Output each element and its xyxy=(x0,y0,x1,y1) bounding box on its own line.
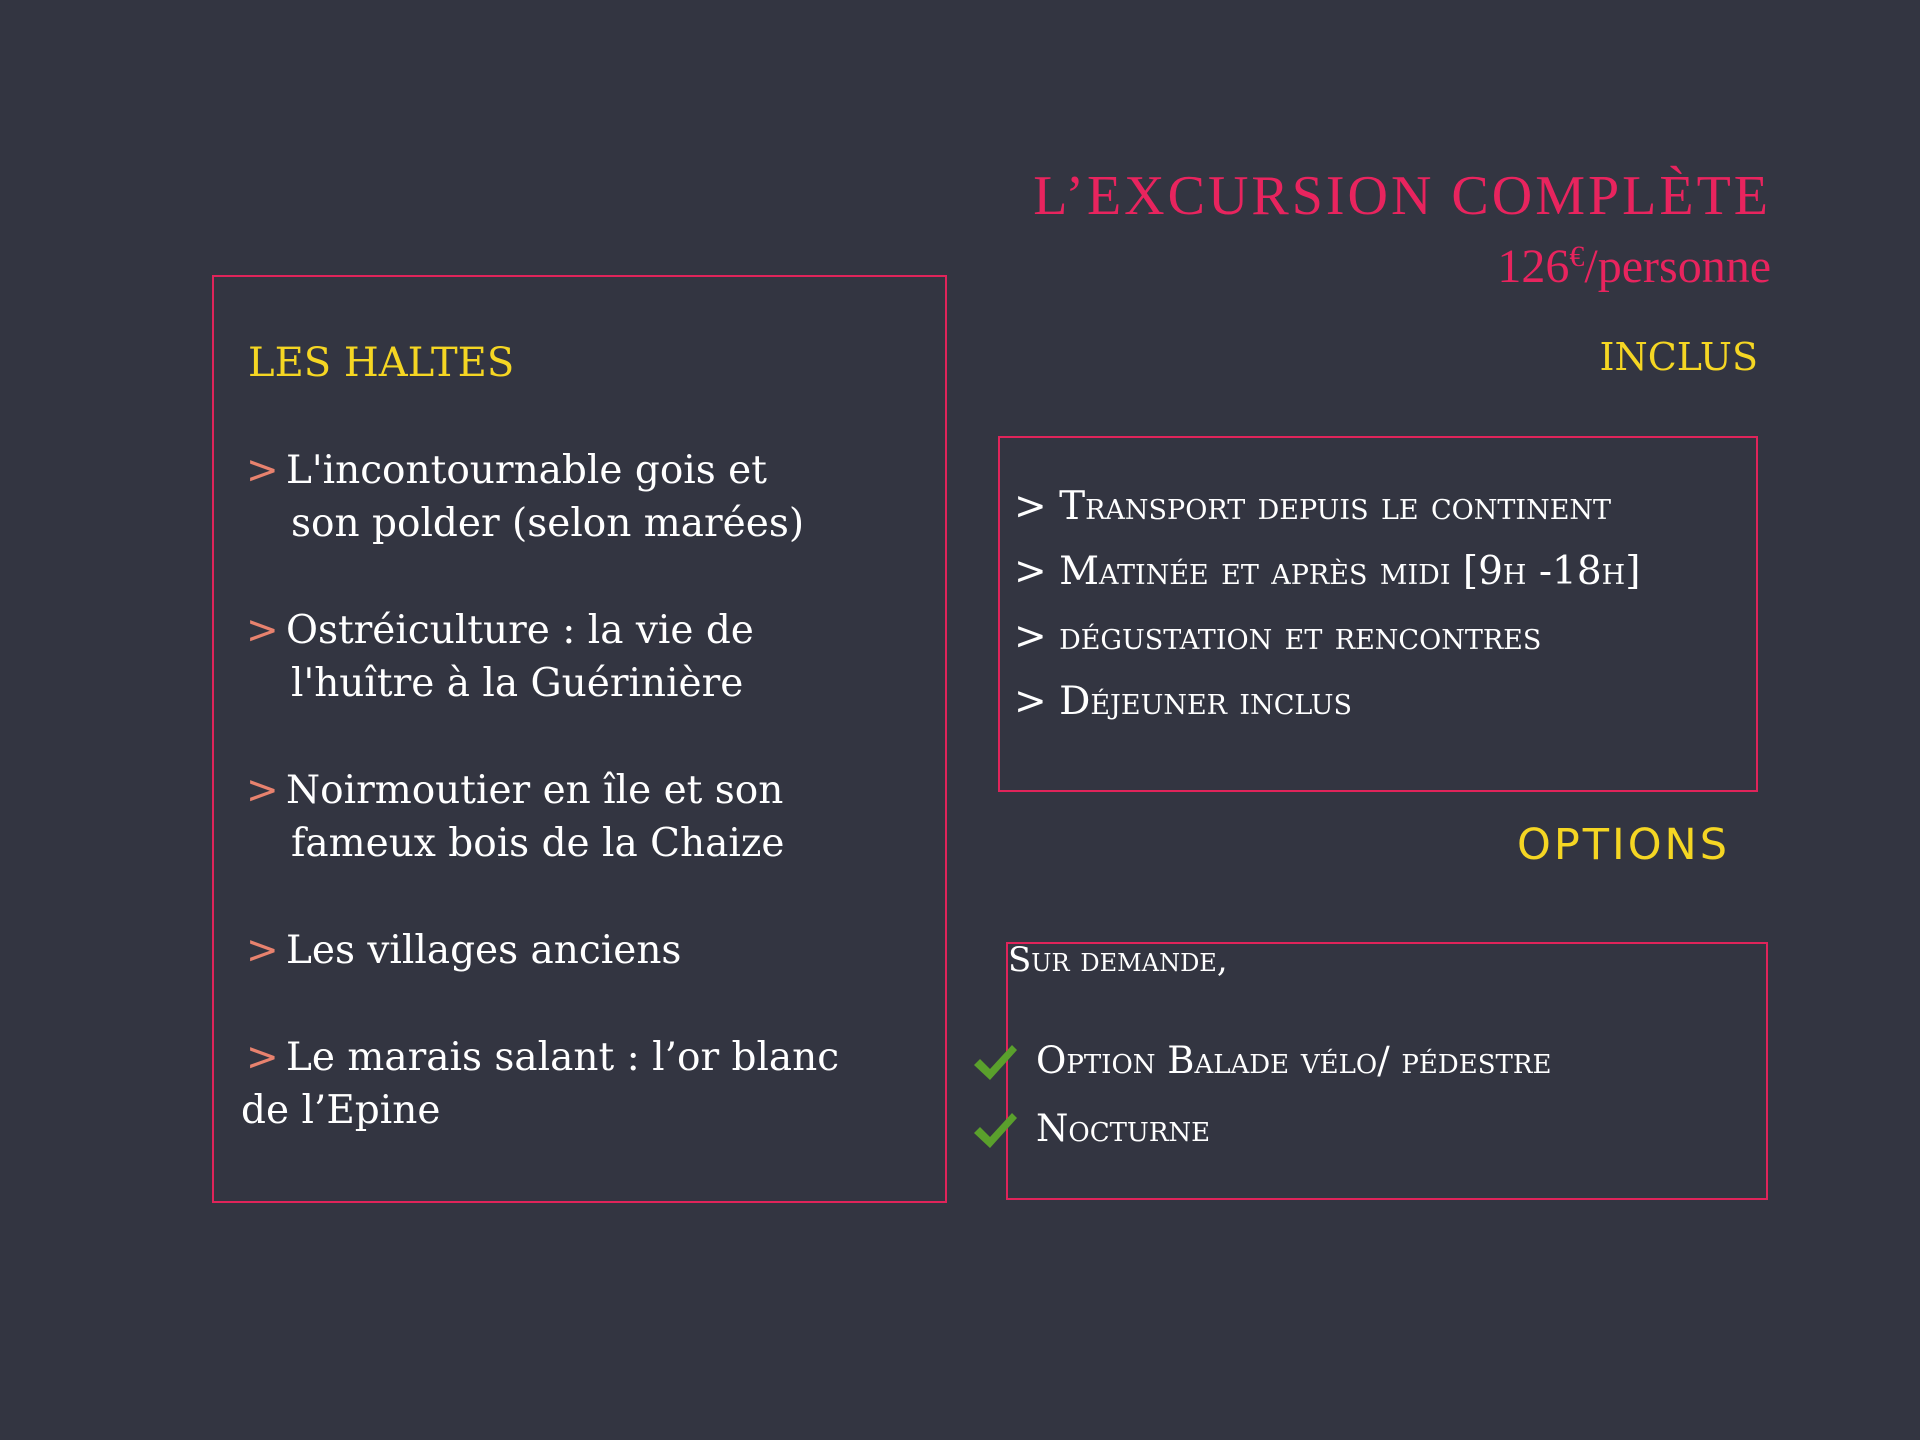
bullet-caret: > xyxy=(246,1035,279,1080)
bullet-caret: > xyxy=(246,448,279,493)
inclus-item: > Transport depuis le continent xyxy=(1014,484,1612,529)
bullet-caret: > xyxy=(246,928,279,973)
halte-line1: L'incontournable gois et xyxy=(286,448,767,493)
price-amount: 126 xyxy=(1497,240,1570,293)
inclus-heading: INCLUS xyxy=(1599,335,1758,379)
halte-line1: Les villages anciens xyxy=(286,928,682,973)
halte-line2: son polder (selon marées) xyxy=(291,501,805,546)
check-icon xyxy=(972,1041,1018,1083)
option-label: Nocturne xyxy=(1036,1107,1211,1150)
inclus-item: > Matinée et après midi [9h -18h] xyxy=(1014,549,1641,594)
halte-line1: Le marais salant : l’or blanc xyxy=(286,1035,840,1080)
halte-line1: Noirmoutier en île et son xyxy=(286,768,784,813)
bullet-caret: > xyxy=(246,768,279,813)
price-currency: € xyxy=(1569,240,1585,273)
halte-line1: Ostréiculture : la vie de xyxy=(286,608,754,653)
halte-line2: fameux bois de la Chaize xyxy=(291,821,785,866)
halte-line2: de l’Epine xyxy=(241,1088,441,1133)
inclus-item: > dégustation et rencontres xyxy=(1014,614,1542,659)
inclus-item: > Déjeuner inclus xyxy=(1014,679,1353,724)
price-unit: /personne xyxy=(1584,240,1771,293)
bullet-caret: > xyxy=(246,608,279,653)
check-icon xyxy=(972,1109,1018,1151)
option-item xyxy=(972,1101,1551,1169)
haltes-heading: LES HALTES xyxy=(248,340,515,386)
options-intro: Sur demande, xyxy=(1008,940,1228,980)
page-title: L’EXCURSION COMPLÈTE xyxy=(1033,165,1771,227)
price xyxy=(1497,242,1771,291)
haltes-list xyxy=(241,444,936,1191)
halte-item xyxy=(246,764,936,870)
halte-item xyxy=(246,604,936,710)
inclus-list xyxy=(1014,474,1640,734)
halte-item xyxy=(246,444,936,550)
option-label: Option Balade vélo/ pédestre xyxy=(1036,1039,1552,1082)
halte-item xyxy=(246,924,936,977)
options-heading: OPTIONS xyxy=(1516,820,1730,870)
option-item xyxy=(972,1033,1551,1101)
options-list xyxy=(972,1033,1551,1169)
halte-item xyxy=(241,1031,936,1137)
halte-line2: l'huître à la Guérinière xyxy=(291,661,744,706)
